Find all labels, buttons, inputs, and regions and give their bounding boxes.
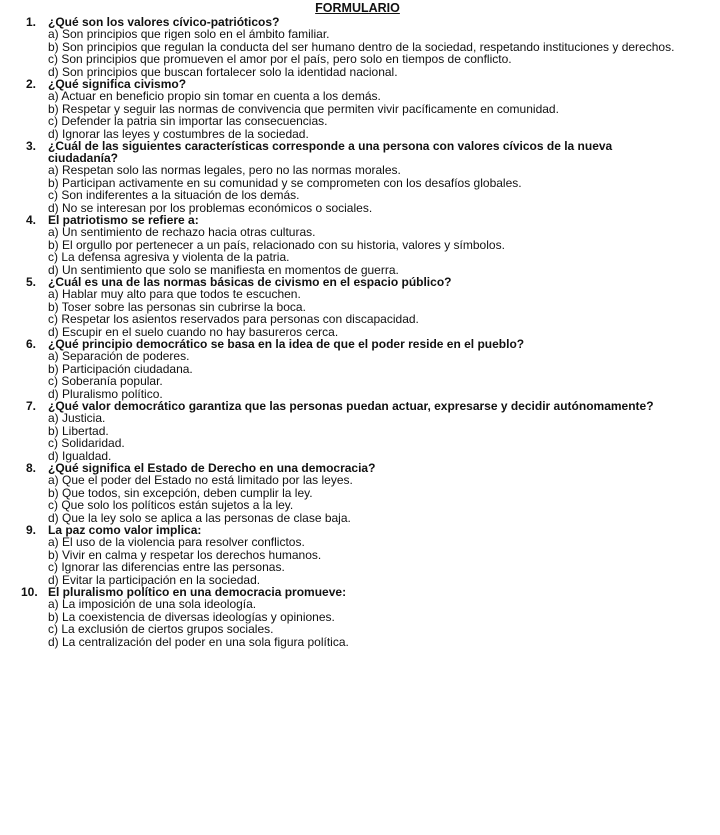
question-item	[0, 276, 720, 338]
answer-options	[0, 28, 720, 78]
answer-option: c) Que solo los políticos están sujetos a la ley.	[48, 498, 294, 512]
answer-option: b) Respetar y seguir las normas de convivencia que permiten vivir pacíficamente en comunidad.	[48, 101, 559, 116]
question-item	[0, 214, 720, 276]
question-item	[0, 462, 720, 524]
answer-option: b) La coexistencia de diversas ideologías y opiniones.	[48, 609, 335, 624]
answer-option: c) La defensa agresiva y violenta de la patria.	[48, 250, 290, 264]
answer-option: c) Son indiferentes a la situación de los demás.	[48, 188, 300, 202]
question-number: 3.	[26, 139, 37, 153]
answer-option: b) El orgullo por pertenecer a un país, relacionado con su historia, valores y símbolos.	[48, 237, 505, 252]
question-number: 8.	[26, 461, 37, 475]
question-number: 6.	[26, 337, 37, 351]
answer-option: c) Respetar los asientos reservados para personas con discapacidad.	[48, 312, 419, 326]
answer-options	[0, 288, 720, 338]
answer-option: d) Que la ley solo se aplica a las personas de clase baja.	[48, 510, 351, 525]
question-item	[0, 586, 720, 648]
question-text: ¿Qué son los valores cívico-patrióticos?	[48, 15, 280, 29]
answer-option: a) Son principios que rigen solo en el ámbito familiar.	[48, 27, 330, 41]
answer-option: d) Escupir en el suelo cuando no hay basureros cerca.	[48, 324, 339, 339]
answer-option: c) Defender la patria sin importar las consecuencias.	[48, 114, 328, 128]
question-text: ¿Qué valor democrático garantiza que las personas puedan actuar, expresarse y decidir autónomamente?	[48, 399, 654, 413]
answer-option: b) Libertad.	[48, 423, 109, 438]
answer-option: d) Un sentimiento que solo se manifiesta en momentos de guerra.	[48, 262, 399, 277]
question-text: ¿Cuál de las siguientes características corresponde a una persona con valores cívicos de la nueva ciudadanía?	[48, 139, 613, 165]
answer-option: a) El uso de la violencia para resolver conflictos.	[48, 535, 305, 549]
question-number: 9.	[26, 523, 37, 537]
question-text: El patriotismo se refiere a:	[48, 213, 199, 227]
answer-option: a) Hablar muy alto para que todos te escuchen.	[48, 287, 301, 301]
question-number: 7.	[26, 399, 37, 413]
question-number: 2.	[26, 77, 37, 91]
answer-option: d) Evitar la participación en la sociedad.	[48, 572, 261, 587]
answer-option: a) La imposición de una sola ideología.	[48, 597, 257, 611]
question-list	[0, 16, 720, 648]
answer-option: d) Son principios que buscan fortalecer solo la identidad nacional.	[48, 64, 398, 79]
answer-option: a) Un sentimiento de rechazo hacia otras culturas.	[48, 225, 316, 239]
question-number: 5.	[26, 275, 37, 289]
question-text: El pluralismo político en una democracia promueve:	[48, 585, 347, 599]
question-item	[0, 400, 720, 462]
answer-option: a) Actuar en beneficio propio sin tomar en cuenta a los demás.	[48, 89, 381, 103]
question-text: ¿Qué significa civismo?	[48, 77, 187, 91]
question-item	[0, 140, 720, 214]
answer-option: a) Justicia.	[48, 411, 106, 425]
answer-option: c) Ignorar las diferencias entre las personas.	[48, 560, 285, 574]
question-text: ¿Qué principio democrático se basa en la idea de que el poder reside en el pueblo?	[48, 337, 525, 351]
question-item	[0, 338, 720, 400]
answer-option: b) Son principios que regulan la conducta del ser humano dentro de la sociedad, respetando instituciones y derechos.	[48, 39, 675, 54]
answer-option: c) Soberanía popular.	[48, 374, 163, 388]
answer-option: d) La centralización del poder en una sola figura política.	[48, 634, 349, 649]
answer-options	[0, 598, 720, 648]
answer-options	[0, 536, 720, 586]
answer-option: a) Separación de poderes.	[48, 349, 190, 363]
question-text: ¿Cuál es una de las normas básicas de civismo en el espacio público?	[48, 275, 452, 289]
answer-option: b) Participación ciudadana.	[48, 361, 193, 376]
answer-option: c) Son principios que promueven el amor por el país, pero solo en tiempos de conflicto.	[48, 52, 512, 66]
answer-option: b) Que todos, sin excepción, deben cumplir la ley.	[48, 485, 313, 500]
question-number: 10.	[21, 585, 38, 599]
question-text: La paz como valor implica:	[48, 523, 202, 537]
answer-option: c) La exclusión de ciertos grupos sociales.	[48, 622, 274, 636]
page-title: FORMULARIO	[315, 1, 400, 15]
question-item	[0, 524, 720, 586]
answer-option: a) Respetan solo las normas legales, pero no las normas morales.	[48, 163, 401, 177]
answer-options	[0, 226, 720, 276]
answer-option: d) Igualdad.	[48, 448, 112, 463]
answer-options	[0, 474, 720, 524]
question-text: ¿Qué significa el Estado de Derecho en una democracia?	[48, 461, 376, 475]
answer-option: d) No se interesan por los problemas económicos o sociales.	[48, 200, 373, 215]
answer-option: b) Vivir en calma y respetar los derechos humanos.	[48, 547, 322, 562]
answer-options	[0, 412, 720, 462]
answer-option: c) Solidaridad.	[48, 436, 125, 450]
answer-option: d) Ignorar las leyes y costumbres de la sociedad.	[48, 126, 309, 141]
answer-option: d) Pluralismo político.	[48, 386, 163, 401]
answer-options	[0, 90, 720, 140]
question-item	[0, 16, 720, 78]
answer-options	[0, 350, 720, 400]
answer-option: b) Participan activamente en su comunidad y se comprometen con los desafíos globales.	[48, 175, 522, 190]
question-number: 4.	[26, 213, 37, 227]
answer-option: b) Toser sobre las personas sin cubrirse la boca.	[48, 299, 306, 314]
answer-options	[0, 164, 720, 214]
answer-option: a) Que el poder del Estado no está limitado por las leyes.	[48, 473, 353, 487]
question-number: 1.	[26, 15, 37, 29]
question-item	[0, 78, 720, 140]
